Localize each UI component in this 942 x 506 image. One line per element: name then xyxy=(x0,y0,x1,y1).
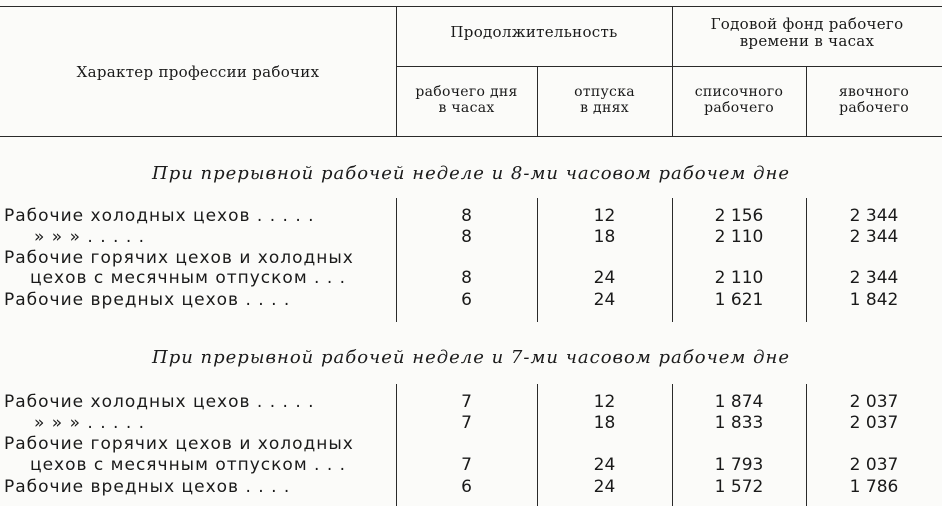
cell-vacation: 12 xyxy=(593,206,616,226)
header-bottom-rule xyxy=(0,136,942,137)
header-duration: Продолжительность xyxy=(450,23,618,41)
cell-present: 2 344 xyxy=(849,268,899,288)
row-label: Рабочие горячих цехов и холодных xyxy=(4,248,354,268)
cell-present: 1 842 xyxy=(849,290,899,310)
cell-vacation: 24 xyxy=(593,268,616,288)
cell-present: 1 786 xyxy=(849,477,899,497)
row-label: Рабочие вредных цехов . . . . xyxy=(4,290,291,310)
cell-listed: 2 156 xyxy=(714,206,764,226)
row-label: Рабочие вредных цехов . . . . xyxy=(4,477,291,497)
cell-workday: 7 xyxy=(461,392,472,412)
header-annual-fund-2: времени в часах xyxy=(739,32,875,50)
cell-present: 2 344 xyxy=(849,206,899,226)
cell-present: 2 037 xyxy=(849,455,899,475)
cell-vacation: 18 xyxy=(593,227,616,247)
cell-workday: 6 xyxy=(461,477,472,497)
cell-vacation: 18 xyxy=(593,413,616,433)
row-label: Рабочие горячих цехов и холодных xyxy=(4,434,354,454)
row-label: » » » . . . . . xyxy=(34,413,146,433)
cell-listed: 1 621 xyxy=(714,290,764,310)
cell-vacation: 24 xyxy=(593,290,616,310)
cell-listed: 1 874 xyxy=(714,392,764,412)
row-label: Рабочие холодных цехов . . . . . xyxy=(4,206,315,226)
cell-workday: 7 xyxy=(461,413,472,433)
cell-workday: 8 xyxy=(461,227,472,247)
cell-present: 2 344 xyxy=(849,227,899,247)
cell-workday: 7 xyxy=(461,455,472,475)
cell-workday: 6 xyxy=(461,290,472,310)
cell-workday: 8 xyxy=(461,206,472,226)
cell-listed: 1 572 xyxy=(714,477,764,497)
cell-present: 2 037 xyxy=(849,392,899,412)
row-label: цехов с месячным отпуском . . . xyxy=(30,455,347,475)
row-label: » » » . . . . . xyxy=(34,227,146,247)
row-label: Рабочие холодных цехов . . . . . xyxy=(4,392,315,412)
cell-listed: 1 793 xyxy=(714,455,764,475)
header-present-2: рабочего xyxy=(839,100,909,116)
section-title: При прерывной рабочей неделе и 8-ми часовом рабочем дне xyxy=(152,163,790,184)
cell-listed: 2 110 xyxy=(714,227,764,247)
header-workday-2: в часах xyxy=(438,100,495,116)
cell-listed: 1 833 xyxy=(714,413,764,433)
cell-present: 2 037 xyxy=(849,413,899,433)
section-title: При прерывной рабочей неделе и 7-ми часовом рабочем дне xyxy=(152,347,790,368)
header-listed-1: списочного xyxy=(694,84,784,100)
row-label: цехов с месячным отпуском . . . xyxy=(30,268,347,288)
header-top-rule xyxy=(0,6,942,7)
header-listed-2: рабочего xyxy=(704,100,774,116)
header-mid-rule xyxy=(396,66,942,67)
cell-workday: 8 xyxy=(461,268,472,288)
header-profession: Характер профессии рабочих xyxy=(76,63,320,81)
cell-vacation: 24 xyxy=(593,477,616,497)
header-annual-fund-1: Годовой фонд рабочего xyxy=(710,15,904,33)
header-workday-1: рабочего дня xyxy=(415,84,518,100)
cell-vacation: 24 xyxy=(593,455,616,475)
cell-listed: 2 110 xyxy=(714,268,764,288)
header-vacation-1: отпуска xyxy=(574,84,635,100)
cell-vacation: 12 xyxy=(593,392,616,412)
header-present-1: явочного xyxy=(838,84,910,100)
header-vacation-2: в днях xyxy=(580,100,629,116)
